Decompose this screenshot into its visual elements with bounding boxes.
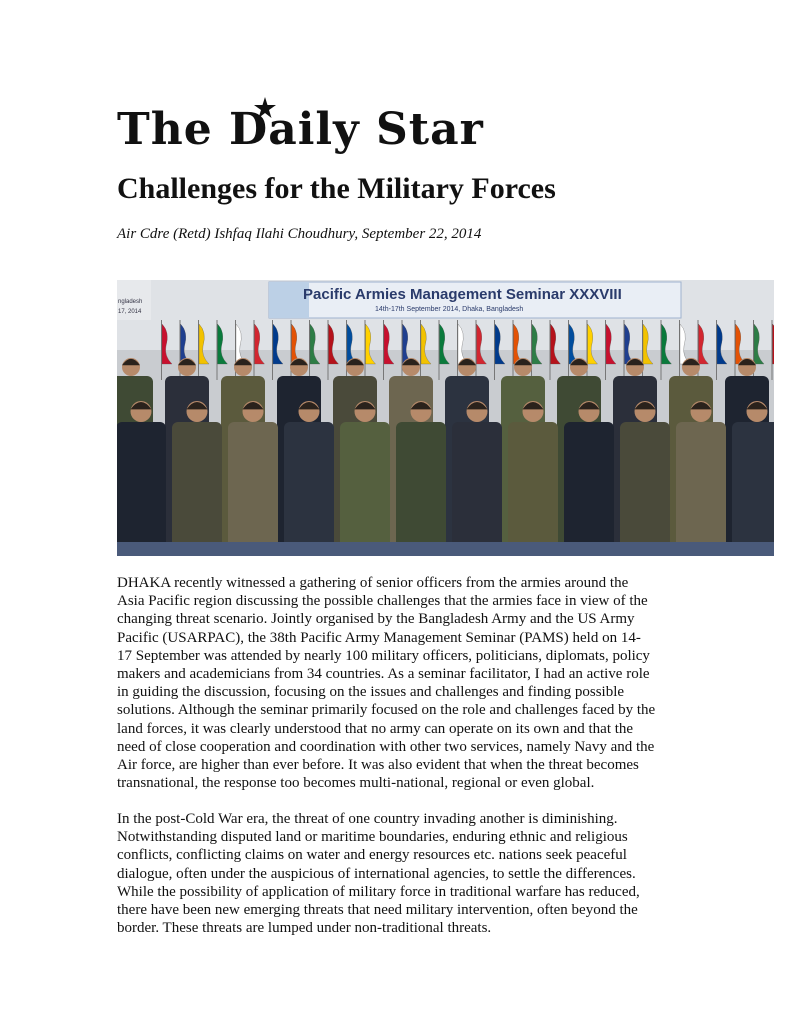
paragraph-line: Notwithstanding disputed land or maritime boundaries, enduring ethnic and religious — [117, 829, 628, 846]
article-byline: Air Cdre (Retd) Ishfaq Ilahi Choudhury, September 22, 2014 — [117, 226, 482, 242]
officer-figure — [620, 401, 670, 556]
paragraph-line: there have been new emerging threats that need military intervention, often beyond the — [117, 902, 638, 919]
paragraph-line: land forces, it was clearly understood that no army can operate on its own and that the — [117, 720, 634, 737]
paragraph-line: solutions. Although the seminar primarily focused on the role and challenges faced by the — [117, 702, 656, 719]
officer-figure — [732, 401, 774, 556]
paragraph-line: changing threat scenario. Jointly organised by the Bangladesh Army and the US Army — [117, 611, 635, 628]
paragraph-line: dialogue, often under the auspicious of international agencies, to settle the differences. — [117, 865, 636, 882]
officer-figure — [340, 401, 390, 556]
officer-figure — [564, 401, 614, 556]
paragraph-line: Asia Pacific region discussing the possible challenges that the armies face in view of the — [117, 593, 648, 610]
paragraph-line: makers and academicians from 34 countries. As a seminar facilitator, I had an active role — [117, 666, 650, 683]
paragraph-line: border. These threats are lumped under non-traditional threats. — [117, 920, 492, 937]
article-photo — [117, 280, 774, 556]
article-paragraph-1 — [117, 574, 697, 792]
paragraph-line: While the possibility of application of military force in traditional warfare has reduced, — [117, 883, 640, 900]
paragraph-line: conflicts, conflicting claims on water and energy resources etc. nations seek peaceful — [117, 847, 627, 864]
article-headline: Challenges for the Military Forces — [117, 172, 556, 205]
paragraph-line: DHAKA recently witnessed a gathering of senior officers from the armies around the — [117, 575, 629, 591]
officer-figure — [228, 401, 278, 556]
officer-figure — [284, 401, 334, 556]
officer-figure — [676, 401, 726, 556]
corner-logo-line1: ngladesh — [118, 299, 143, 305]
banner-subtitle: 14th-17th September 2014, Dhaka, Bangladesh — [375, 306, 524, 313]
masthead-wordmark: The Daily Star — [117, 104, 484, 155]
group-photo-illustration — [117, 280, 774, 556]
officer-figure — [396, 401, 446, 556]
paragraph-line: need of close cooperation and coordination with other two services, namely Navy and the — [117, 738, 655, 755]
masthead-logo — [117, 92, 484, 162]
paragraph-line: In the post-Cold War era, the threat of one country invading another is diminishing. — [117, 811, 618, 827]
paragraph-line: Air force, are higher than ever before. It was also evident that when the threat becomes — [117, 757, 639, 774]
officer-figure — [172, 401, 222, 556]
paragraph-line: Pacific (USARPAC), the 38th Pacific Army Management Seminar (PAMS) held on 14- — [117, 629, 641, 646]
banner-title: Pacific Armies Management Seminar XXXVIII — [303, 286, 622, 303]
corner-logo-line2: 17, 2014 — [118, 309, 142, 315]
paragraph-line: in guiding the discussion, focusing on the issues and challenges and finding possible — [117, 684, 625, 701]
paragraph-line: 17 September was attended by nearly 100 military officers, politicians, diplomats, policy — [117, 647, 650, 664]
article-paragraph-2 — [117, 810, 697, 937]
officer-figure — [508, 401, 558, 556]
officer-figure — [117, 401, 166, 556]
officer-figure — [452, 401, 502, 556]
paragraph-line: transnational, the response too becomes multi-national, regional or even global. — [117, 775, 595, 792]
